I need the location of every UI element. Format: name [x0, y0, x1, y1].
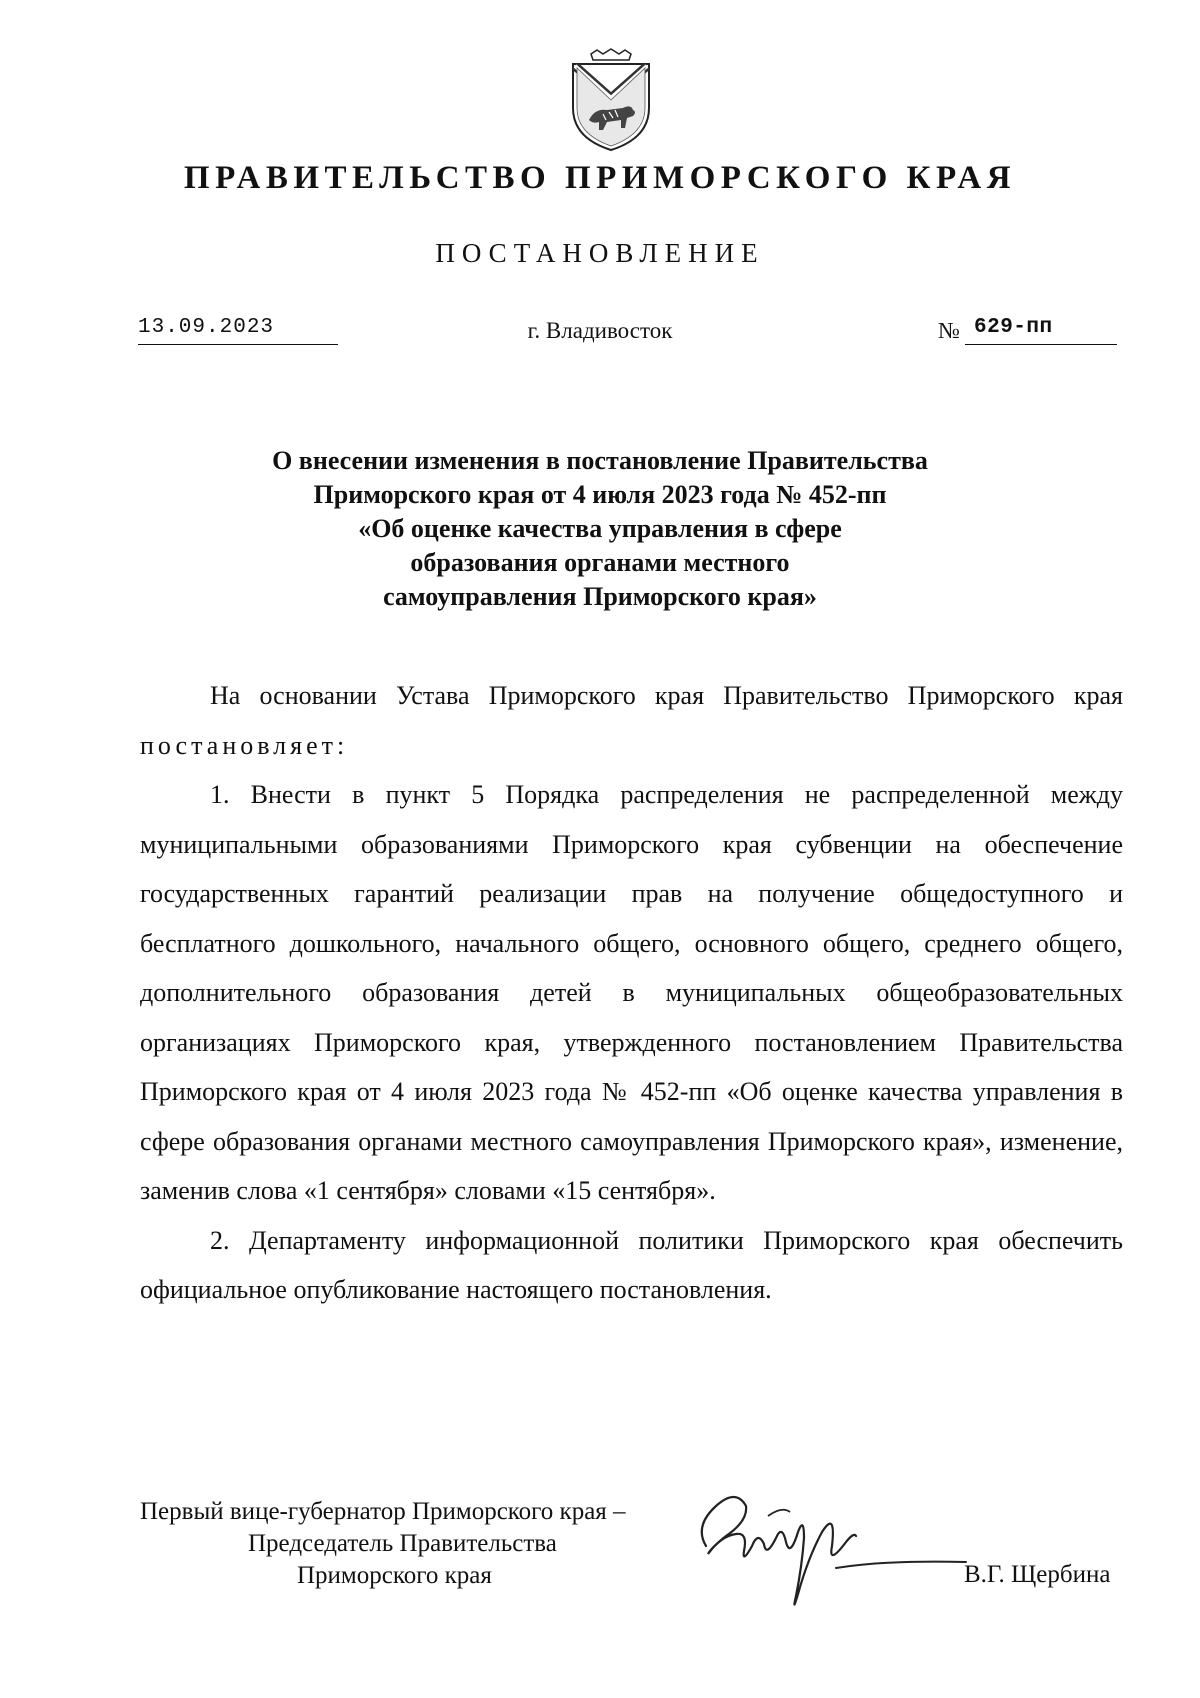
document-body [140, 671, 1123, 1315]
number-sign: № [938, 318, 960, 343]
preamble-paragraph [140, 671, 1123, 770]
subject-line: «Об оценке качества управления в сфере [358, 514, 842, 543]
organization-title: ПРАВИТЕЛЬСТВО ПРИМОРСКОГО КРАЯ [183, 160, 1017, 196]
position-line: Приморского края [297, 1562, 492, 1589]
handwritten-signature [686, 1476, 976, 1626]
preamble-verb: постановляет: [140, 730, 349, 760]
subject-line: образования органами местного [410, 548, 790, 577]
signer-name: В.Г. Щербина [964, 1561, 1111, 1588]
position-line: Председатель Правительства [248, 1530, 557, 1557]
document-date: 13.09.2023 [138, 316, 275, 339]
item-2-paragraph: 2. Департаменту информационной политики Приморского края обеспечить официальное опубликование настоящего постановления. [140, 1225, 1123, 1304]
preamble-text: На основании Устава Приморского края Правительство Приморского края [210, 681, 1123, 710]
document-city: г. Владивосток [527, 318, 673, 343]
document-type: ПОСТАНОВЛЕНИЕ [435, 238, 765, 268]
subject-line: самоуправления Приморского края» [383, 582, 817, 611]
position-line: Первый вице-губернатор Приморского края – [140, 1498, 626, 1525]
date-underline [138, 344, 338, 345]
subject-line: О внесении изменения в постановление Правительства [272, 446, 928, 475]
subject-line: Приморского края от 4 июля 2023 года № 452-пп [313, 480, 887, 509]
coat-of-arms-emblem [567, 48, 655, 154]
item-1-paragraph: 1. Внести в пункт 5 Порядка распределения не распределенной между муниципальными образованиями Приморского края субвенции на обеспечение государственных гарантий реализации прав на получение общедоступного и бесплатного дошкольного, начального общего, основного общего, среднего общего, дополнительного образования детей в муниципальных общеобразовательных организациях Приморского края, утвержденного постановлением Правительства Приморского края от 4 июля 2023 года № 452-пп «Об оценке качества управления в сфере образования органами местного самоуправления Приморского края», изменение, заменив слова «1 сентября» словами «15 сентября». [140, 780, 1123, 1205]
signatory-position [140, 1496, 690, 1592]
document-number: 629-пп [974, 316, 1053, 339]
document-subject [0, 444, 1200, 614]
number-underline [965, 344, 1117, 345]
